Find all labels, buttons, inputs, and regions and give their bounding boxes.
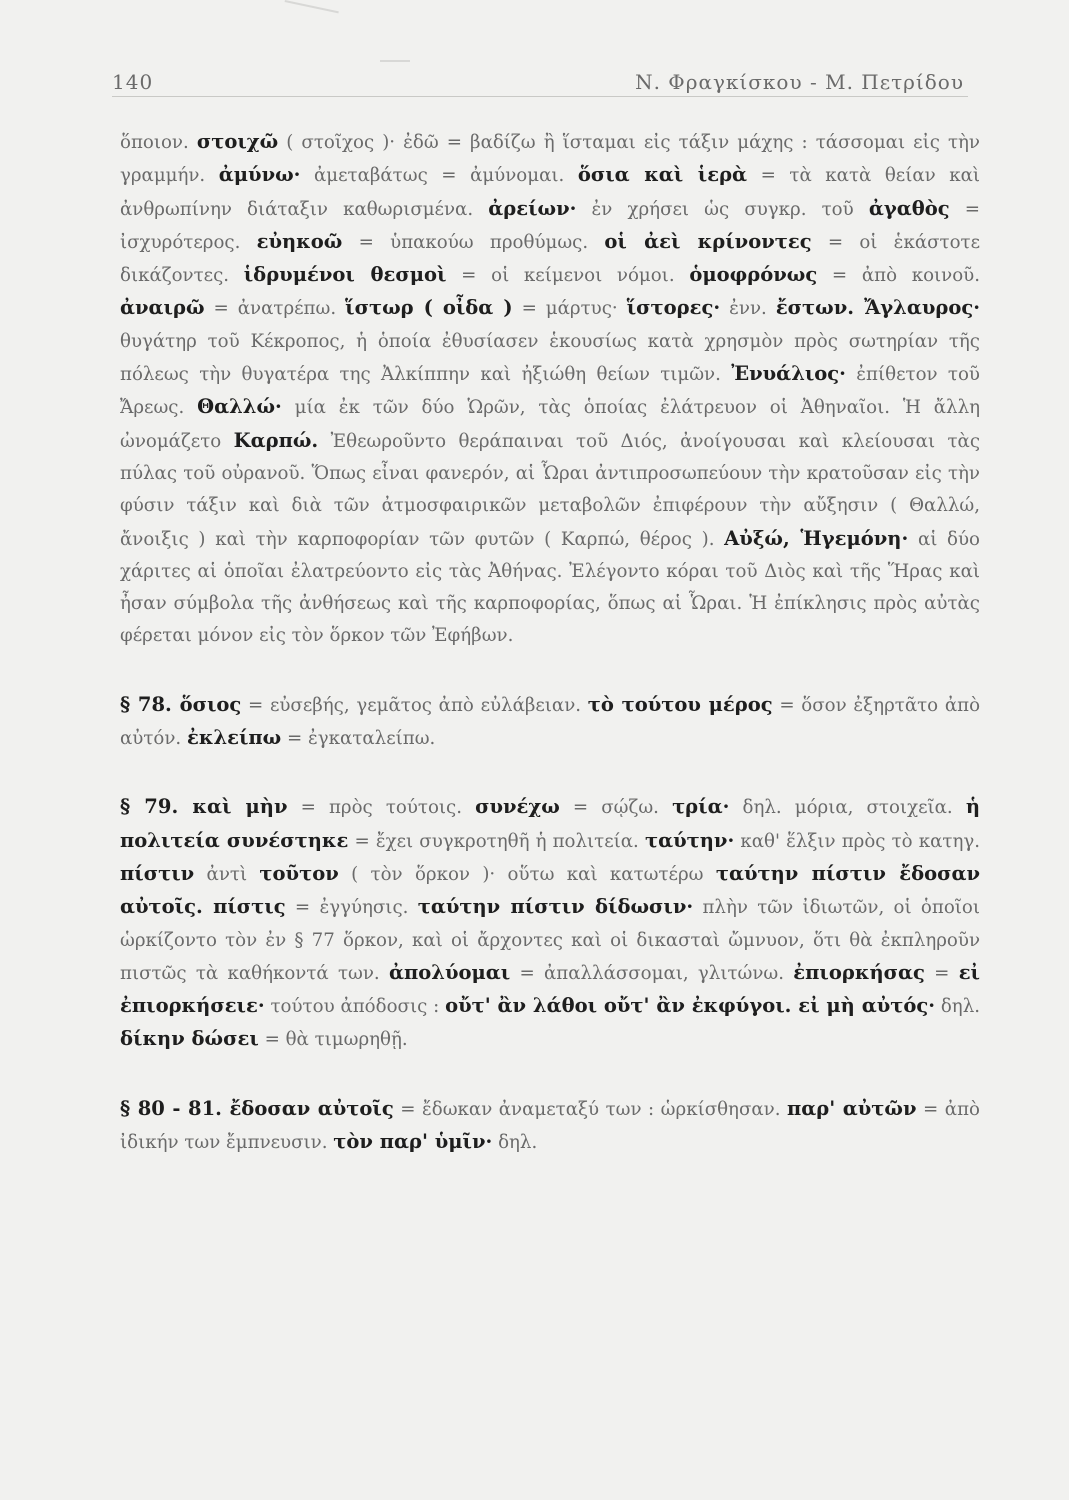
lemma-term: τὸ τούτου μέρος <box>587 692 773 716</box>
paragraph-section-80-81 <box>120 1093 980 1160</box>
gloss-text: ἐπίθετον τοῦ Ἄρεως. <box>120 364 980 419</box>
gloss-text: πλὴν τῶν ἰδιωτῶν, οἱ ὁποῖοι ὡρκίζοντο τὸν ἐν § 77 ὅρκον, καὶ οἱ ἄρχοντες καὶ οἱ δικασταὶ ὤμνυον, ὅτι θὰ ἐκπληροῦν πιστῶς τὰ καθήκοντά των. <box>120 897 980 984</box>
lemma-term: Αὐξώ, Ἡγεμόνη· <box>724 526 909 550</box>
lemma-term: δίκην δώσει <box>120 1027 259 1051</box>
gloss-text: = πρὸς τούτοις. <box>287 797 476 819</box>
gloss-text: ἐνν. <box>720 298 776 320</box>
lemma-term: ἔστων. Ἄγλαυρος· <box>775 296 980 320</box>
lemma-term: ταύτην· <box>644 828 735 852</box>
lemma-term: οὔτ' ἂν λάθοι οὔτ' ἂν ἐκφύγοι. εἰ μὴ αὐτός· <box>445 994 936 1018</box>
lemma-term: § 78. <box>120 692 180 716</box>
lemma-term: ἔδοσαν αὐτοῖς <box>229 1096 394 1120</box>
gloss-text: Ἐθεωροῦντο θεράπαιναι τοῦ Διός, ἀνοίγουσαι καὶ κλείουσαι τὰς πύλας τοῦ οὐρανοῦ. Ὅπως εἶναι φανερόν, αἱ Ὧραι ἀντιπροσωπεύουν τὴν κρατοῦσαν εἰς τὴν φύσιν τάξιν καὶ διὰ τῶν ἀτμοσφαιρικῶν μεταβολῶν ἐπιφέρουν τὴν αὔξησιν ( Θαλλώ, ἄνοιξις ) καὶ τὴν καρποφορίαν τῶν φυτῶν ( Καρπώ, θέρος ). <box>120 430 981 550</box>
lemma-term: ὅσιος <box>179 692 242 716</box>
gloss-text: μία ἐκ τῶν δύο Ὡρῶν, τὰς ὁποίας ἐλάτρευον οἱ Ἀθηναῖοι. Ἡ ἄλλη ὠνομάζετο <box>120 397 980 452</box>
gloss-text: αἱ δύο χάριτες αἱ ὁποῖαι ἐλατρεύοντο εἰς τὰς Ἀθήνας. Ἐλέγοντο κόραι τοῦ Διὸς καὶ τῆς Ἥρας καὶ ἦσαν σύμβολα τῆς ἀνθήσεως καὶ τῆς καρποφορίας, ὅπως αἱ Ὧραι. Ἡ ἐπίκλησις πρὸς αὐτὰς φέρεται μόνον εἰς τὸν ὅρκον τῶν Ἐφήβων. <box>120 528 980 647</box>
lemma-term: ὁμοφρόνως <box>689 263 818 287</box>
gloss-text: = τὰ κατὰ θείαν καὶ ἀνθρωπίνην διάταξιν καθωρισμένα. <box>120 165 980 220</box>
gloss-text: = οἱ κείμενοι νόμοι. <box>446 265 690 287</box>
gloss-text: = σῴζω. <box>559 797 673 819</box>
lemma-term: ἵστορες· <box>626 296 721 320</box>
gloss-text: = ἔδωκαν ἀναμεταξύ των : ὡρκίσθησαν. <box>393 1098 788 1120</box>
gloss-text: = οἱ ἑκάστοτε δικάζοντες. <box>120 231 981 287</box>
paragraph-glossary-77 <box>120 126 980 653</box>
lemma-term: ἀμύνω· <box>218 163 301 187</box>
lemma-term: παρ' αὐτῶν <box>787 1096 917 1120</box>
gloss-text: δηλ. μόρια, στοιχεῖα. <box>729 797 966 819</box>
gloss-text: ἀμεταβάτως = ἀμύνομαι. <box>300 165 578 187</box>
paragraph-section-79 <box>120 791 980 1056</box>
gloss-text: = εὐσεβής, γεμᾶτος ἀπὸ εὐλάβειαν. <box>241 694 588 716</box>
lemma-term: ἀναιρῶ <box>120 296 205 320</box>
lemma-term: ἡ πολιτεία συνέστηκε <box>120 795 980 852</box>
lemma-term: ἐκλείπω <box>186 726 282 750</box>
lemma-term: εὐηκοῶ <box>256 229 343 253</box>
lemma-term: ὅσια καὶ ἱερὰ <box>577 163 748 187</box>
paragraph-section-78 <box>120 689 980 756</box>
gloss-text: = <box>924 962 959 984</box>
lemma-term: οἱ ἀεὶ κρίνοντες <box>604 229 812 253</box>
gloss-text: = θὰ τιμωρηθῇ. <box>258 1029 408 1051</box>
running-head: Ν. Φραγκίσκου - Μ. Πετρίδου <box>635 70 964 94</box>
lemma-term: συνέχω <box>475 795 560 819</box>
page-number: 140 <box>112 70 154 94</box>
lemma-term: ἱδρυμένοι θεσμοὶ <box>243 263 447 287</box>
scan-artifact <box>285 0 405 14</box>
lemma-term: τοῦτον <box>259 861 339 885</box>
lemma-term: Καρπώ. <box>233 428 319 452</box>
gloss-text: ὅποιον. <box>120 132 197 153</box>
gloss-text: = ἀπαλλάσσομαι, γλιτώνω. <box>510 962 794 984</box>
lemma-term: τρία· <box>672 795 730 819</box>
page-header <box>112 68 968 97</box>
lemma-term: § 80 - 81. <box>120 1096 230 1120</box>
commentary-text <box>120 126 980 1159</box>
lemma-term: Ἐνυάλιος· <box>731 362 846 386</box>
gloss-text: = ἔχει συγκροτηθῆ ἡ πολιτεία. <box>348 830 645 852</box>
gloss-text: = μάρτυς· <box>512 298 627 320</box>
gloss-text: = ἐγγύησις. <box>285 897 418 919</box>
gloss-text: καθ' ἕλξιν πρὸς τὸ κατηγ. <box>734 830 980 852</box>
gloss-text: δηλ. <box>492 1132 538 1154</box>
gloss-text: ( τὸν ὅρκον )· οὕτω καὶ κατωτέρω <box>338 863 716 885</box>
gloss-text: = ἰσχυρότερος. <box>120 198 980 253</box>
lemma-term: ταύτην πίστιν ἔδοσαν αὐτοῖς. πίστις <box>120 861 980 919</box>
lemma-term: ἀγαθὸς <box>868 196 950 220</box>
gloss-text: ἐν χρήσει ὡς συγκρ. τοῦ <box>576 198 869 220</box>
lemma-term: ἐπιορκήσας <box>793 960 925 984</box>
gloss-text: = ἀπὸ κοινοῦ. <box>817 265 981 287</box>
gloss-text: ἀντὶ <box>194 863 260 885</box>
lemma-term: § 79. <box>120 795 193 819</box>
lemma-term: καὶ μὴν <box>192 795 288 819</box>
lemma-term: στοιχῶ <box>196 130 279 153</box>
lemma-term: τὸν παρ' ὑμῖν· <box>333 1130 493 1154</box>
lemma-term: ἀρείων· <box>488 196 577 220</box>
gloss-text: = ἀπὸ ἰδικήν των ἔμπνευσιν. <box>120 1098 980 1154</box>
gloss-text: = ἐγκαταλείπω. <box>281 728 436 750</box>
gloss-text: = ὑπακούω προθύμως. <box>342 231 605 253</box>
gloss-text: δηλ. <box>935 996 980 1018</box>
lemma-term: ἀπολύομαι <box>388 960 511 984</box>
lemma-term: ταύτην πίστιν δίδωσιν· <box>417 895 694 919</box>
gloss-text: ( στοῖχος )· ἐδῶ = βαδίζω ἢ ἵσταμαι εἰς τάξιν μάχης : τάσσομαι εἰς τὴν γραμμήν. <box>120 132 980 187</box>
lemma-term: ἵστωρ ( οἶδα ) <box>345 296 513 320</box>
gloss-text: = ἀνατρέπω. <box>204 298 346 320</box>
lemma-term: πίστιν <box>120 861 195 885</box>
gloss-text: τούτου ἀπόδοσις : <box>264 996 446 1018</box>
gloss-text: = ὅσον ἐξηρτᾶτο ἀπὸ αὐτόν. <box>120 694 981 750</box>
lemma-term: Θαλλώ· <box>197 395 282 419</box>
gloss-text: θυγάτηρ τοῦ Κέκροπος, ἡ ὁποία ἐθυσίασεν ἑκουσίως κατὰ χρησμὸν πρὸς σωτηρίαν τῆς πόλεως τὴν θυγατέρα της Ἀλκίππην καὶ ἠξιώθη θείων τιμῶν. <box>120 330 980 386</box>
lemma-term: εἰ ἐπιορκήσειε· <box>120 960 980 1018</box>
